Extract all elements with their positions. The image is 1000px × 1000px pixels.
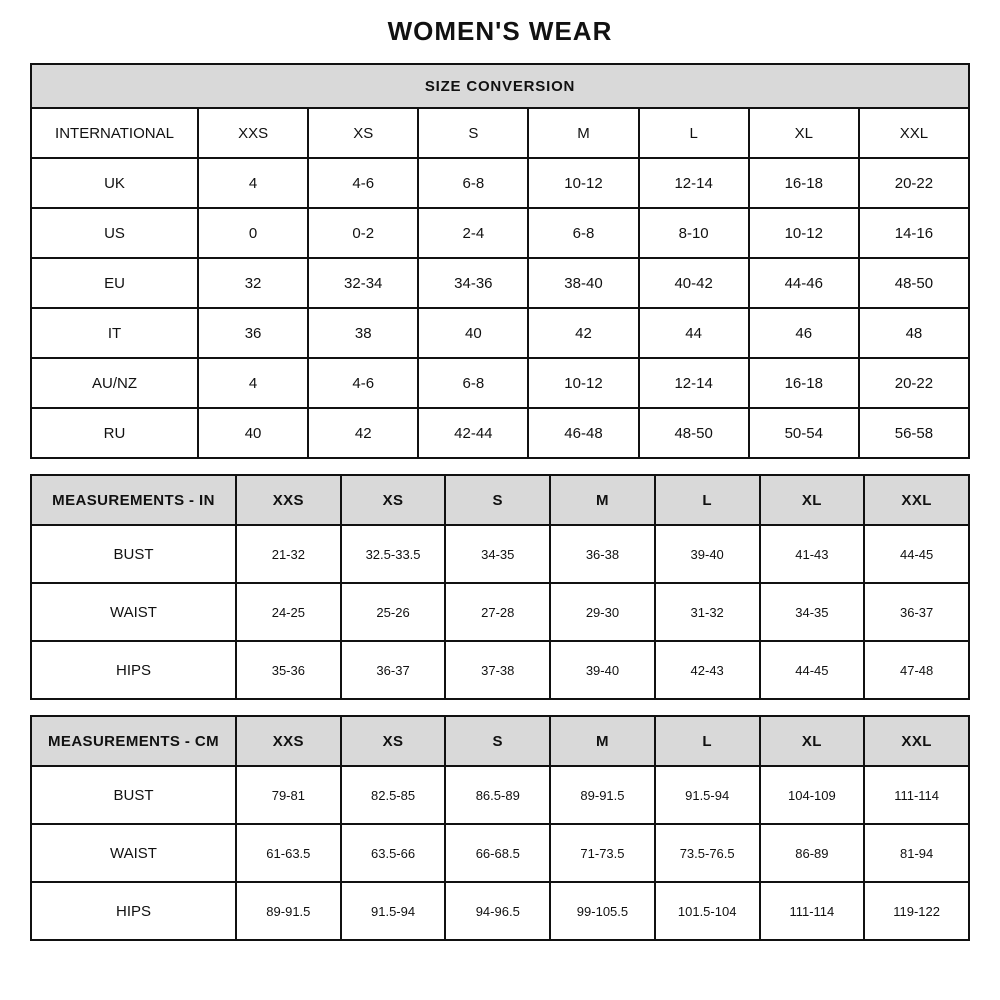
table-cell: 71-73.5 <box>550 824 655 882</box>
column-header: XS <box>341 475 446 525</box>
table-cell: 6-8 <box>528 208 638 258</box>
table-cell: 81-94 <box>864 824 969 882</box>
table-row <box>31 882 969 940</box>
row-label: EU <box>31 258 198 308</box>
table-cell: 4-6 <box>308 158 418 208</box>
column-header: L <box>655 716 760 766</box>
row-label: UK <box>31 158 198 208</box>
table-cell: 48 <box>859 308 969 358</box>
table-cell: 42 <box>528 308 638 358</box>
table-cell: 4 <box>198 158 308 208</box>
column-header: XXL <box>864 716 969 766</box>
size-conversion-table <box>30 63 970 459</box>
column-header: XXS <box>236 475 341 525</box>
table-cell: 38 <box>308 308 418 358</box>
table-cell: 24-25 <box>236 583 341 641</box>
table-row <box>31 766 969 824</box>
table-cell: 63.5-66 <box>341 824 446 882</box>
table-banner: SIZE CONVERSION <box>31 64 969 108</box>
table-row <box>31 308 969 358</box>
column-header: XS <box>341 716 446 766</box>
table-row <box>31 583 969 641</box>
column-header: M <box>528 108 638 158</box>
table-cell: 79-81 <box>236 766 341 824</box>
table-cell: 86.5-89 <box>445 766 550 824</box>
table-cell: 73.5-76.5 <box>655 824 760 882</box>
table-cell: 35-36 <box>236 641 341 699</box>
header-label: MEASUREMENTS - IN <box>31 475 236 525</box>
table-cell: 8-10 <box>639 208 749 258</box>
table-cell: 36-37 <box>864 583 969 641</box>
row-label: WAIST <box>31 824 236 882</box>
table-cell: 44-45 <box>864 525 969 583</box>
table-cell: 61-63.5 <box>236 824 341 882</box>
table-cell: 40-42 <box>639 258 749 308</box>
table-cell: 2-4 <box>418 208 528 258</box>
measurements-in-table <box>30 474 970 700</box>
column-header: XL <box>760 475 865 525</box>
table-cell: 14-16 <box>859 208 969 258</box>
table-row <box>31 525 969 583</box>
row-label: BUST <box>31 766 236 824</box>
measurements-cm-table <box>30 715 970 941</box>
table-cell: 111-114 <box>760 882 865 940</box>
table-cell: 16-18 <box>749 358 859 408</box>
table-cell: 101.5-104 <box>655 882 760 940</box>
table-cell: 31-32 <box>655 583 760 641</box>
table-cell: 40 <box>198 408 308 458</box>
column-header: S <box>445 475 550 525</box>
table-cell: 48-50 <box>859 258 969 308</box>
column-header: M <box>550 475 655 525</box>
table-cell: 46-48 <box>528 408 638 458</box>
table-cell: 94-96.5 <box>445 882 550 940</box>
table-cell: 36-38 <box>550 525 655 583</box>
table-cell: 0-2 <box>308 208 418 258</box>
column-header: L <box>639 108 749 158</box>
table-cell: 37-38 <box>445 641 550 699</box>
table-cell: 10-12 <box>528 158 638 208</box>
header-row <box>31 475 969 525</box>
row-label: WAIST <box>31 583 236 641</box>
table-cell: 89-91.5 <box>236 882 341 940</box>
table-cell: 29-30 <box>550 583 655 641</box>
table-cell: 40 <box>418 308 528 358</box>
row-label: HIPS <box>31 641 236 699</box>
column-header: XXL <box>864 475 969 525</box>
table-cell: 42-44 <box>418 408 528 458</box>
table-row <box>31 158 969 208</box>
table-cell: 16-18 <box>749 158 859 208</box>
column-header: XXS <box>236 716 341 766</box>
table-cell: 42 <box>308 408 418 458</box>
table-cell: 46 <box>749 308 859 358</box>
table-cell: 12-14 <box>639 358 749 408</box>
table-cell: 91.5-94 <box>655 766 760 824</box>
table-cell: 89-91.5 <box>550 766 655 824</box>
column-header: L <box>655 475 760 525</box>
header-row <box>31 716 969 766</box>
column-header: S <box>418 108 528 158</box>
table-row <box>31 258 969 308</box>
table-cell: 27-28 <box>445 583 550 641</box>
row-label: IT <box>31 308 198 358</box>
table-cell: 32-34 <box>308 258 418 308</box>
table-cell: 6-8 <box>418 358 528 408</box>
table-cell: 99-105.5 <box>550 882 655 940</box>
table-cell: 36-37 <box>341 641 446 699</box>
table-cell: 47-48 <box>864 641 969 699</box>
row-label: HIPS <box>31 882 236 940</box>
table-cell: 39-40 <box>655 525 760 583</box>
table-cell: 0 <box>198 208 308 258</box>
table-row <box>31 641 969 699</box>
table-cell: 119-122 <box>864 882 969 940</box>
column-header: XXL <box>859 108 969 158</box>
table-cell: 36 <box>198 308 308 358</box>
table-cell: 20-22 <box>859 358 969 408</box>
table-cell: 10-12 <box>749 208 859 258</box>
table-cell: 34-35 <box>760 583 865 641</box>
table-banner-row <box>31 64 969 108</box>
column-header: M <box>550 716 655 766</box>
table-cell: 10-12 <box>528 358 638 408</box>
page-title: WOMEN'S WEAR <box>387 16 613 46</box>
table-cell: 25-26 <box>341 583 446 641</box>
table-row <box>31 824 969 882</box>
row-label: US <box>31 208 198 258</box>
table-cell: 39-40 <box>550 641 655 699</box>
table-cell: 20-22 <box>859 158 969 208</box>
table-cell: 82.5-85 <box>341 766 446 824</box>
table-cell: 12-14 <box>639 158 749 208</box>
table-row <box>31 208 969 258</box>
table-cell: 42-43 <box>655 641 760 699</box>
table-cell: 32 <box>198 258 308 308</box>
row-label: BUST <box>31 525 236 583</box>
column-header: XL <box>749 108 859 158</box>
table-cell: 66-68.5 <box>445 824 550 882</box>
table-cell: 21-32 <box>236 525 341 583</box>
header-label: MEASUREMENTS - CM <box>31 716 236 766</box>
table-cell: 44-46 <box>749 258 859 308</box>
column-header: S <box>445 716 550 766</box>
header-row <box>31 108 969 158</box>
column-header: XL <box>760 716 865 766</box>
table-row <box>31 358 969 408</box>
table-row <box>31 408 969 458</box>
table-cell: 4 <box>198 358 308 408</box>
table-cell: 32.5-33.5 <box>341 525 446 583</box>
table-cell: 56-58 <box>859 408 969 458</box>
table-cell: 104-109 <box>760 766 865 824</box>
table-cell: 48-50 <box>639 408 749 458</box>
table-cell: 34-36 <box>418 258 528 308</box>
row-label: RU <box>31 408 198 458</box>
table-cell: 44-45 <box>760 641 865 699</box>
row-label: AU/NZ <box>31 358 198 408</box>
table-cell: 4-6 <box>308 358 418 408</box>
table-cell: 91.5-94 <box>341 882 446 940</box>
table-cell: 38-40 <box>528 258 638 308</box>
header-label: INTERNATIONAL <box>31 108 198 158</box>
table-cell: 6-8 <box>418 158 528 208</box>
table-cell: 111-114 <box>864 766 969 824</box>
table-cell: 41-43 <box>760 525 865 583</box>
table-cell: 34-35 <box>445 525 550 583</box>
column-header: XS <box>308 108 418 158</box>
table-cell: 86-89 <box>760 824 865 882</box>
column-header: XXS <box>198 108 308 158</box>
table-cell: 50-54 <box>749 408 859 458</box>
table-cell: 44 <box>639 308 749 358</box>
